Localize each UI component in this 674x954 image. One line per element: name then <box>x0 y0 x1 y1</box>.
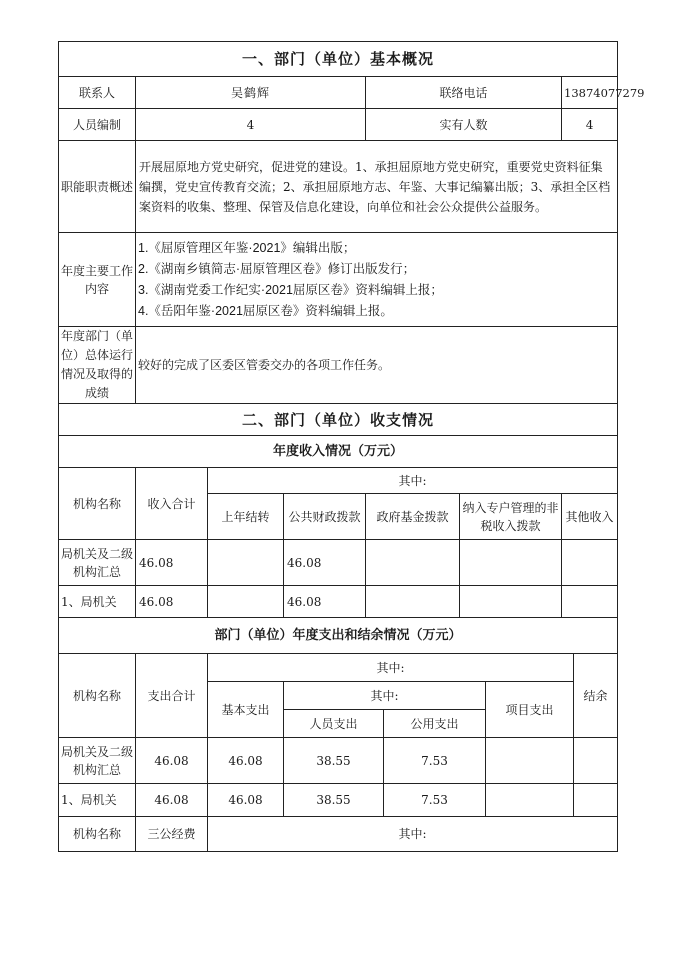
work-items <box>136 233 618 327</box>
three-public-col-of-which: 其中: <box>208 817 618 852</box>
expense-row-project <box>486 738 574 784</box>
expense-col-org: 机构名称 <box>59 654 136 738</box>
contact-label: 联系人 <box>59 77 136 109</box>
expense-row-org: 1、局机关 <box>59 784 136 817</box>
income-row-carryover <box>208 586 284 618</box>
expense-title: 部门（单位）年度支出和结余情况（万元） <box>59 618 618 654</box>
expense-col-balance: 结余 <box>574 654 618 738</box>
expense-row-public: 7.53 <box>384 738 486 784</box>
income-col-total: 收入合计 <box>136 468 208 540</box>
table-row <box>59 586 618 618</box>
expense-table <box>58 653 618 852</box>
section1-title: 一、部门（单位）基本概况 <box>59 42 618 77</box>
income-row-gov-fund <box>366 586 460 618</box>
three-public-col-org: 机构名称 <box>59 817 136 852</box>
phone-value: 13874077279 <box>562 77 618 109</box>
duties-text: 开展屈原地方党史研究，促进党的建设。1、承担屈原地方党史研究，重要党史资料征集编撰，党史宣传教育交流；2、承担屈原地方志、年鉴、大事记编纂出版；3、承担全区档案资料的收集、整理、保管及信息化建设，向单位和社会公众提供公益服务。 <box>136 141 618 233</box>
work-item: 2.《湖南乡镇简志·屈原管理区卷》修订出版发行； <box>138 261 416 276</box>
income-row-fiscal: 46.08 <box>284 586 366 618</box>
income-row-total: 46.08 <box>136 586 208 618</box>
expense-row-personnel: 38.55 <box>284 738 384 784</box>
report-table <box>58 41 645 654</box>
expense-row-basic: 46.08 <box>208 784 284 817</box>
work-item: 1.《屈原管理区年鉴·2021》编辑出版； <box>138 240 356 255</box>
expense-row-personnel: 38.55 <box>284 784 384 817</box>
income-row-other <box>562 540 618 586</box>
expense-row-public: 7.53 <box>384 784 486 817</box>
staff-quota-label: 人员编制 <box>59 109 136 141</box>
duties-label: 职能职责概述 <box>59 141 136 233</box>
expense-row-basic: 46.08 <box>208 738 284 784</box>
income-row-gov-fund <box>366 540 460 586</box>
expense-row-project <box>486 784 574 817</box>
income-row-other <box>562 586 618 618</box>
actual-staff-value: 4 <box>562 109 618 141</box>
section2-title: 二、部门（单位）收支情况 <box>59 404 618 436</box>
work-item: 3.《湖南党委工作纪实·2021屈原区卷》资料编辑上报； <box>138 282 443 297</box>
income-row-non-tax <box>460 586 562 618</box>
table-row <box>59 784 618 817</box>
contact-name: 吴鹤辉 <box>136 77 366 109</box>
phone-label: 联络电话 <box>366 77 562 109</box>
work-item: 4.《岳阳年鉴·2021屈原区卷》资料编辑上报。 <box>138 303 393 318</box>
income-col-of-which: 其中: <box>208 468 618 494</box>
expense-row-total: 46.08 <box>136 784 208 817</box>
expense-col-personnel: 人员支出 <box>284 710 384 738</box>
expense-row-org: 局机关及二级机构汇总 <box>59 738 136 784</box>
expense-col-project: 项目支出 <box>486 682 574 738</box>
expense-col-total: 支出合计 <box>136 654 208 738</box>
expense-col-basic: 基本支出 <box>208 682 284 738</box>
expense-row-balance <box>574 784 618 817</box>
three-public-col-total: 三公经费 <box>136 817 208 852</box>
staff-quota-value: 4 <box>136 109 366 141</box>
income-col-gov-fund: 政府基金拨款 <box>366 494 460 540</box>
income-col-carryover: 上年结转 <box>208 494 284 540</box>
results-text: 较好的完成了区委区管委交办的各项工作任务。 <box>136 327 618 404</box>
expense-col-of-which: 其中: <box>208 654 574 682</box>
work-label: 年度主要工作内容 <box>59 233 136 327</box>
income-col-fiscal: 公共财政拨款 <box>284 494 366 540</box>
results-label: 年度部门（单位）总体运行情况及取得的成绩 <box>59 327 136 404</box>
income-row-fiscal: 46.08 <box>284 540 366 586</box>
income-col-non-tax: 纳入专户管理的非税收入拨款 <box>460 494 562 540</box>
expense-col-public: 公用支出 <box>384 710 486 738</box>
income-row-org: 1、局机关 <box>59 586 136 618</box>
table-row <box>59 738 618 784</box>
expense-row-total: 46.08 <box>136 738 208 784</box>
income-row-org: 局机关及二级机构汇总 <box>59 540 136 586</box>
income-col-org: 机构名称 <box>59 468 136 540</box>
actual-staff-label: 实有人数 <box>366 109 562 141</box>
income-row-non-tax <box>460 540 562 586</box>
report-sheet <box>58 41 645 852</box>
income-row-total: 46.08 <box>136 540 208 586</box>
income-row-carryover <box>208 540 284 586</box>
table-row <box>59 540 618 586</box>
income-title: 年度收入情况（万元） <box>59 436 618 468</box>
expense-row-balance <box>574 738 618 784</box>
expense-col-of-which2: 其中: <box>284 682 486 710</box>
income-col-other: 其他收入 <box>562 494 618 540</box>
